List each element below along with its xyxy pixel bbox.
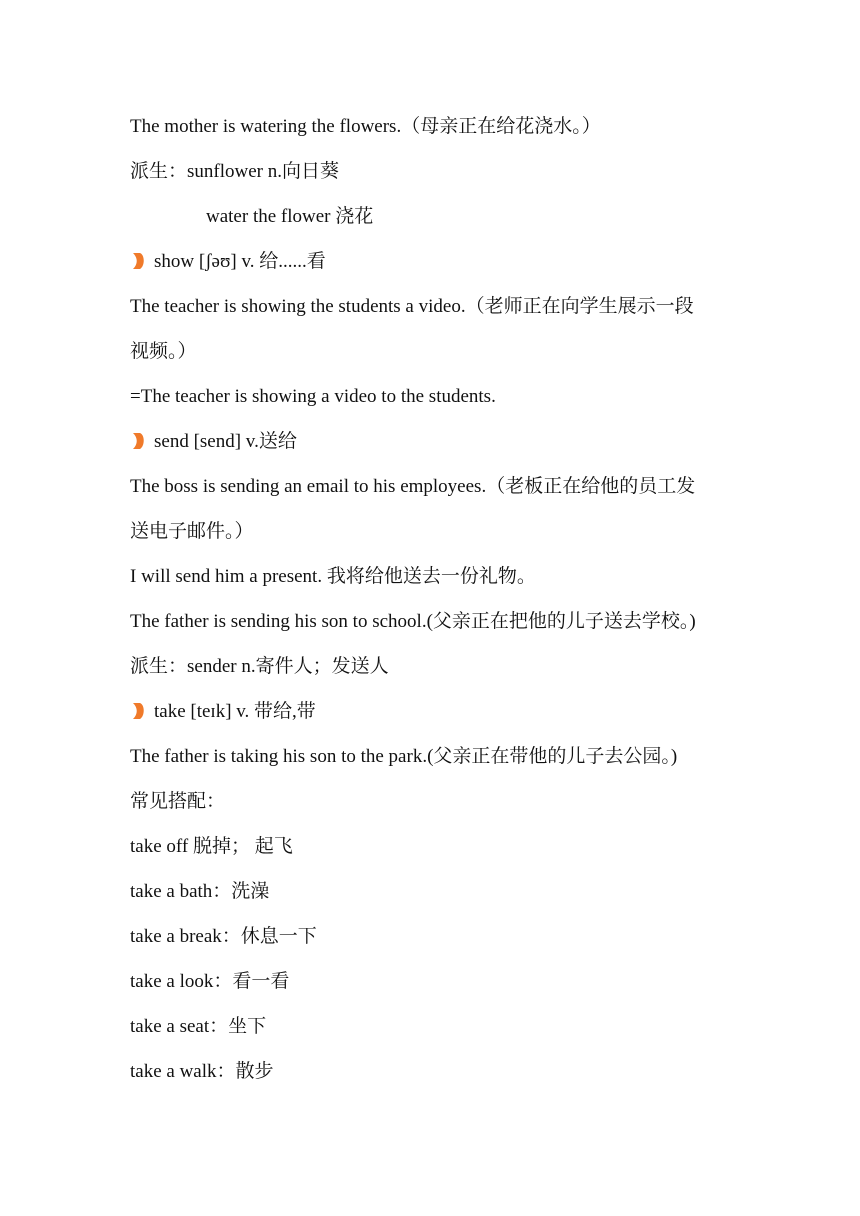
example-sentence-send-present: I will send him a present. 我将给他送去一份礼物。	[130, 566, 536, 587]
collocation-take-off: take off 脱掉； 起飞	[130, 836, 293, 857]
orange-bullet-icon	[130, 432, 146, 450]
collocation-take-a-walk: take a walk：散步	[130, 1061, 274, 1082]
collocation-take-a-bath: take a bath：洗澡	[130, 881, 270, 902]
orange-bullet-icon	[130, 702, 146, 720]
example-sentence-water: The mother is watering the flowers.（母亲正在给花浇水。）	[130, 116, 601, 137]
example-sentence-show: The teacher is showing the students a video.（老师正在向学生展示一段	[130, 296, 694, 317]
collocation-take-a-look: take a look：看一看	[130, 971, 290, 992]
example-sentence-send-email-continued: 送电子邮件。）	[130, 521, 254, 542]
vocab-entry-take	[130, 700, 316, 724]
example-sentence-show-alt: =The teacher is showing a video to the students.	[130, 386, 496, 407]
example-sentence-send-school: The father is sending his son to school.(父亲正在把他的儿子送去学校。)	[130, 611, 696, 632]
phrase-water-the-flower: water the flower 浇花	[206, 206, 374, 227]
example-sentence-send-email: The boss is sending an email to his employees.（老板正在给他的员工发	[130, 476, 696, 497]
collocation-take-a-break: take a break：休息一下	[130, 926, 317, 947]
vocab-entry-show	[130, 250, 326, 274]
example-sentence-take: The father is taking his son to the park.(父亲正在带他的儿子去公园。)	[130, 746, 678, 767]
example-sentence-show-continued: 视频。）	[130, 341, 197, 362]
vocab-entry-take-text: take [teɪk] v. 带给,带	[154, 701, 316, 722]
derivative-sender: 派生：sender n.寄件人；发送人	[130, 656, 389, 677]
collocations-heading: 常见搭配：	[130, 791, 226, 812]
vocab-entry-show-text: show [ʃəʊ] v. 给......看	[154, 251, 326, 272]
orange-bullet-icon	[130, 252, 146, 270]
derivative-sunflower: 派生：sunflower n.向日葵	[130, 161, 339, 182]
collocation-take-a-seat: take a seat：坐下	[130, 1016, 267, 1037]
vocab-entry-send	[130, 430, 297, 454]
vocab-entry-send-text: send [send] v.送给	[154, 431, 297, 452]
